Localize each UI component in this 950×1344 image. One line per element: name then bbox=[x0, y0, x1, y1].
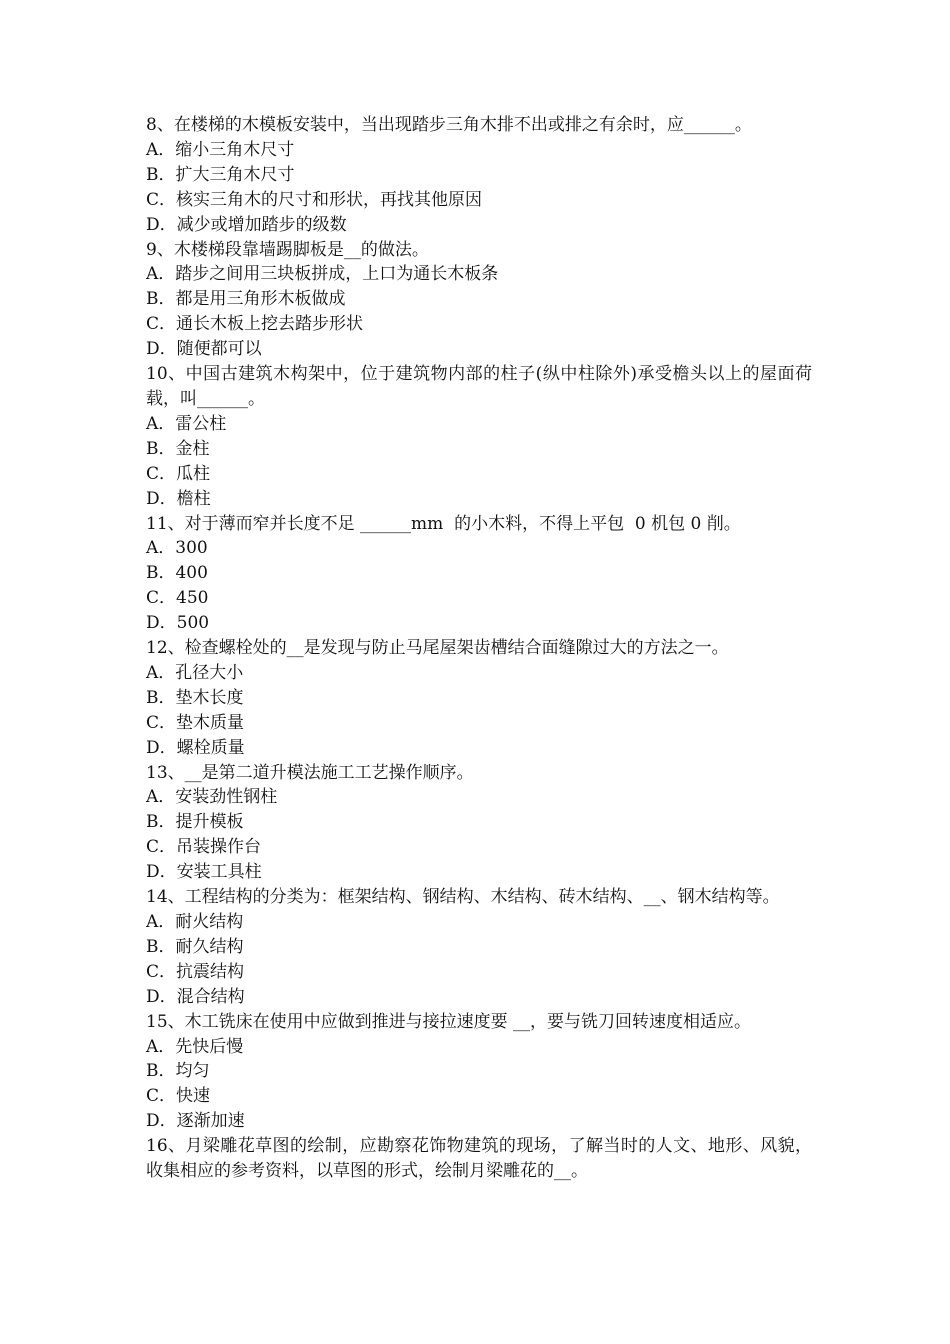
option-d: D．混合结构 bbox=[146, 986, 245, 1007]
option-d: D．檐柱 bbox=[146, 488, 211, 509]
option-b: B．金柱 bbox=[146, 438, 210, 459]
question-stem: 13、__是第二道升模法施工工艺操作顺序。 bbox=[146, 762, 474, 783]
question-stem: 12、检查螺栓处的__是发现与防止马尾屋架齿槽结合面缝隙过大的方法之一。 bbox=[146, 638, 729, 659]
option-d: D．随便都可以 bbox=[146, 339, 262, 360]
question-14 bbox=[146, 885, 812, 1010]
option-c: C．通长木板上挖去踏步形状 bbox=[146, 314, 364, 335]
option-c: C．瓜柱 bbox=[146, 463, 211, 484]
question-10 bbox=[146, 362, 812, 511]
question-13 bbox=[146, 761, 812, 886]
option-a: A．踏步之间用三块板拼成，上口为通长木板条 bbox=[146, 264, 499, 285]
question-11 bbox=[146, 512, 812, 637]
option-b: B．扩大三角木尺寸 bbox=[146, 164, 295, 185]
option-c: C．吊装操作台 bbox=[146, 837, 262, 858]
option-d: D．减少或增加踏步的级数 bbox=[146, 214, 347, 235]
question-stem: 9、木楼梯段靠墙踢脚板是__的做法。 bbox=[146, 239, 429, 260]
option-d: D．500 bbox=[146, 613, 210, 634]
question-16 bbox=[146, 1134, 812, 1184]
option-b: B．均匀 bbox=[146, 1061, 210, 1082]
option-b: B．耐久结构 bbox=[146, 936, 244, 957]
option-a: A．缩小三角木尺寸 bbox=[146, 139, 295, 160]
question-stem: 10、中国古建筑木构架中，位于建筑物内部的柱子(纵中柱除外)承受檐头以上的屋面荷载，叫______。 bbox=[146, 364, 812, 409]
option-d: D．安装工具柱 bbox=[146, 862, 262, 883]
question-stem: 15、木工铣床在使用中应做到推进与接拉速度要 __，要与铣刀回转速度相适应。 bbox=[146, 1011, 752, 1032]
option-b: B．垫木长度 bbox=[146, 687, 244, 708]
question-8 bbox=[146, 113, 812, 238]
question-9 bbox=[146, 238, 812, 363]
question-15 bbox=[146, 1010, 812, 1135]
option-d: D．逐渐加速 bbox=[146, 1111, 245, 1132]
option-d: D．螺栓质量 bbox=[146, 737, 245, 758]
option-a: A．耐火结构 bbox=[146, 912, 244, 932]
option-a: A．孔径大小 bbox=[146, 662, 244, 683]
option-c: C．垫木质量 bbox=[146, 712, 245, 733]
question-stem: 11、对于薄而窄并长度不足 ______mm 的小木料，不得上平包 0 机包 0 削。 bbox=[146, 513, 741, 534]
option-c: C．快速 bbox=[146, 1086, 211, 1107]
option-c: C．450 bbox=[146, 588, 209, 609]
question-stem: 14、工程结构的分类为：框架结构、钢结构、木结构、砖木结构、__、钢木结构等。 bbox=[146, 887, 780, 908]
question-stem: 8、在楼梯的木模板安装中，当出现踏步三角木排不出或排之有余时，应______。 bbox=[146, 115, 752, 135]
option-b: B．400 bbox=[146, 563, 208, 584]
document-page bbox=[146, 113, 812, 1184]
question-12 bbox=[146, 636, 812, 761]
option-b: B．提升模板 bbox=[146, 812, 244, 833]
option-a: A．300 bbox=[146, 538, 208, 559]
option-a: A．安装劲性钢柱 bbox=[146, 787, 278, 808]
option-c: C．核实三角木的尺寸和形状，再找其他原因 bbox=[146, 189, 483, 210]
option-c: C．抗震结构 bbox=[146, 961, 245, 982]
option-a: A．雷公柱 bbox=[146, 413, 227, 434]
option-b: B．都是用三角形木板做成 bbox=[146, 289, 346, 310]
question-stem: 16、月梁雕花草图的绘制，应勘察花饰物建筑的现场，了解当时的人文、地形、风貌，收集相应的参考资料，以草图的形式，绘制月梁雕花的__。 bbox=[146, 1136, 812, 1182]
option-a: A．先快后慢 bbox=[146, 1036, 244, 1057]
